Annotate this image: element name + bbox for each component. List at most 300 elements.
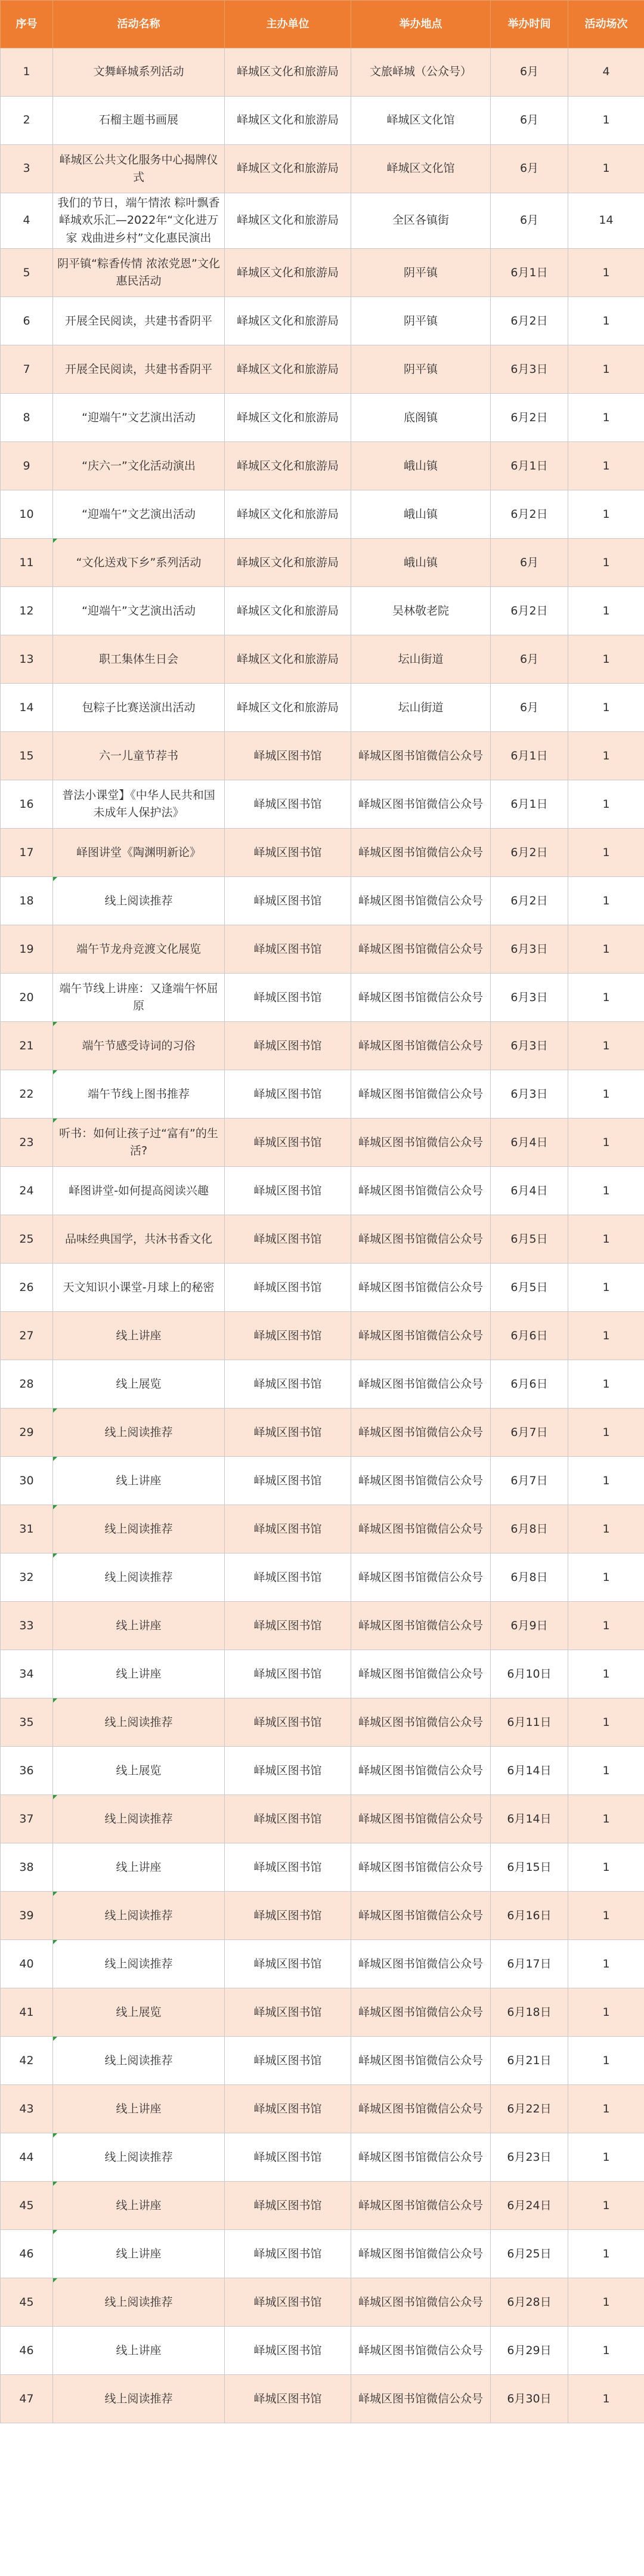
cell-venue: 峄城区图书馆微信公众号 [351,1070,491,1119]
cell-index: 47 [1,2375,53,2423]
cell-activity-name: 听书：如何让孩子过“富有”的生活? [53,1119,225,1167]
cell-index: 20 [1,974,53,1022]
cell-index: 9 [1,442,53,490]
cell-date: 6月3日 [491,925,568,974]
table-row [1,1312,644,1360]
cell-venue: 峄城区图书馆微信公众号 [351,925,491,974]
cell-organizer: 峄城区图书馆 [225,1070,351,1119]
cell-index: 25 [1,1215,53,1264]
cell-organizer: 峄城区文化和旅游局 [225,97,351,145]
cell-activity-name: 端午节感受诗词的习俗 [53,1022,225,1070]
cell-index: 18 [1,877,53,925]
cell-activity-name: 线上阅读推荐 [53,1698,225,1747]
table-row [1,97,644,145]
cell-organizer: 峄城区图书馆 [225,2133,351,2182]
table-row [1,2037,644,2085]
cell-activity-name: 线上展览 [53,1360,225,1409]
cell-venue: 峄城区图书馆微信公众号 [351,1553,491,1602]
cell-venue: 峄城区文化馆 [351,145,491,193]
cell-date: 6月25日 [491,2230,568,2278]
cell-date: 6月2日 [491,587,568,635]
cell-index: 23 [1,1119,53,1167]
cell-date: 6月16日 [491,1892,568,1940]
cell-sessions: 1 [568,877,644,925]
table-row [1,780,644,829]
cell-venue: 峄城区图书馆微信公众号 [351,1360,491,1409]
cell-index: 22 [1,1070,53,1119]
cell-venue: 阴平镇 [351,297,491,345]
cell-sessions: 1 [568,1553,644,1602]
cell-activity-name: 线上阅读推荐 [53,1409,225,1457]
cell-venue: 峄城区图书馆微信公众号 [351,732,491,780]
table-row [1,925,644,974]
cell-organizer: 峄城区图书馆 [225,1264,351,1312]
cell-activity-name: 线上讲座 [53,1650,225,1698]
cell-venue: 阴平镇 [351,249,491,297]
cell-date: 6月3日 [491,1070,568,1119]
cell-date: 6月9日 [491,1602,568,1650]
cell-venue: 峨山镇 [351,490,491,539]
table-row [1,1698,644,1747]
cell-date: 6月18日 [491,1988,568,2037]
cell-index: 1 [1,48,53,97]
cell-index: 31 [1,1505,53,1553]
table-row [1,249,644,297]
cell-venue: 峨山镇 [351,442,491,490]
cell-venue: 底阁镇 [351,394,491,442]
cell-activity-name: 线上讲座 [53,2230,225,2278]
table-row [1,1843,644,1892]
cell-activity-name: 端午节龙舟竞渡文化展览 [53,925,225,974]
table-row [1,1215,644,1264]
cell-organizer: 峄城区图书馆 [225,2375,351,2423]
cell-sessions: 1 [568,249,644,297]
cell-organizer: 峄城区文化和旅游局 [225,345,351,394]
cell-activity-name: 线上讲座 [53,1312,225,1360]
cell-venue: 峄城区图书馆微信公众号 [351,1505,491,1553]
table-row [1,2278,644,2327]
cell-organizer: 峄城区文化和旅游局 [225,587,351,635]
cell-organizer: 峄城区图书馆 [225,780,351,829]
cell-date: 6月17日 [491,1940,568,1988]
cell-date: 6月28日 [491,2278,568,2327]
table-row [1,587,644,635]
cell-activity-name: 包粽子比赛送演出活动 [53,684,225,732]
cell-activity-name: 开展全民阅读，共建书香阴平 [53,345,225,394]
cell-venue: 峄城区图书馆微信公众号 [351,1167,491,1215]
header-activity-name: 活动名称 [53,1,225,48]
cell-activity-name: 线上阅读推荐 [53,1940,225,1988]
cell-index: 41 [1,1988,53,2037]
cell-index: 38 [1,1843,53,1892]
cell-organizer: 峄城区图书馆 [225,1457,351,1505]
cell-activity-name: 峄城区公共文化服务中心揭牌仪式 [53,145,225,193]
cell-sessions: 1 [568,394,644,442]
cell-sessions: 1 [568,1602,644,1650]
cell-sessions: 1 [568,145,644,193]
table-row [1,48,644,97]
table-row [1,1650,644,1698]
cell-date: 6月7日 [491,1457,568,1505]
cell-organizer: 峄城区图书馆 [225,1215,351,1264]
cell-sessions: 1 [568,974,644,1022]
cell-index: 42 [1,2037,53,2085]
cell-venue: 峄城区图书馆微信公众号 [351,877,491,925]
cell-sessions: 1 [568,1795,644,1843]
cell-organizer: 峄城区图书馆 [225,1795,351,1843]
table-row [1,1988,644,2037]
cell-activity-name: 石榴主题书画展 [53,97,225,145]
cell-venue: 坛山街道 [351,684,491,732]
cell-activity-name: 线上阅读推荐 [53,1505,225,1553]
cell-sessions: 1 [568,1360,644,1409]
cell-sessions: 1 [568,1457,644,1505]
cell-activity-name: “迎端午”文艺演出活动 [53,490,225,539]
cell-activity-name: 线上阅读推荐 [53,1892,225,1940]
cell-sessions: 1 [568,490,644,539]
table-row [1,635,644,684]
cell-organizer: 峄城区图书馆 [225,1022,351,1070]
cell-index: 28 [1,1360,53,1409]
cell-activity-name: “文化送戏下乡”系列活动 [53,539,225,587]
cell-activity-name: 端午节线上图书推荐 [53,1070,225,1119]
cell-activity-name: 峄图讲堂-如何提高阅读兴趣 [53,1167,225,1215]
cell-date: 6月2日 [491,490,568,539]
cell-venue: 峄城区图书馆微信公众号 [351,1698,491,1747]
cell-organizer: 峄城区图书馆 [225,2327,351,2375]
cell-date: 6月 [491,48,568,97]
cell-venue: 峄城区图书馆微信公众号 [351,2085,491,2133]
cell-sessions: 1 [568,539,644,587]
cell-activity-name: “迎端午”文艺演出活动 [53,587,225,635]
cell-venue: 峄城区图书馆微信公众号 [351,1602,491,1650]
cell-venue: 峄城区图书馆微信公众号 [351,974,491,1022]
table-row [1,684,644,732]
cell-index: 45 [1,2278,53,2327]
table-row [1,2182,644,2230]
cell-venue: 峄城区图书馆微信公众号 [351,1264,491,1312]
cell-date: 6月2日 [491,297,568,345]
header-venue: 举办地点 [351,1,491,48]
cell-sessions: 1 [568,1892,644,1940]
cell-sessions: 1 [568,2037,644,2085]
cell-venue: 峄城区图书馆微信公众号 [351,2278,491,2327]
cell-sessions: 1 [568,2230,644,2278]
cell-activity-name: 线上阅读推荐 [53,2375,225,2423]
table-row [1,2230,644,2278]
cell-index: 7 [1,345,53,394]
cell-sessions: 1 [568,1215,644,1264]
table-row [1,2085,644,2133]
cell-date: 6月6日 [491,1360,568,1409]
cell-venue: 峄城区图书馆微信公众号 [351,1312,491,1360]
cell-activity-name: 峄图讲堂《陶渊明新论》 [53,829,225,877]
header-sessions: 活动场次 [568,1,644,48]
cell-date: 6月1日 [491,442,568,490]
table-row [1,539,644,587]
cell-date: 6月 [491,539,568,587]
cell-activity-name: 线上阅读推荐 [53,2037,225,2085]
cell-sessions: 1 [568,1650,644,1698]
cell-venue: 峄城区图书馆微信公众号 [351,2230,491,2278]
cell-sessions: 1 [568,1698,644,1747]
cell-sessions: 1 [568,297,644,345]
cell-date: 6月2日 [491,829,568,877]
header-organizer: 主办单位 [225,1,351,48]
table-row [1,1553,644,1602]
table-header [1,1,644,48]
cell-date: 6月21日 [491,2037,568,2085]
cell-activity-name: 线上展览 [53,1747,225,1795]
cell-index: 15 [1,732,53,780]
cell-index: 39 [1,1892,53,1940]
cell-date: 6月15日 [491,1843,568,1892]
cell-date: 6月5日 [491,1264,568,1312]
cell-organizer: 峄城区文化和旅游局 [225,249,351,297]
cell-sessions: 1 [568,1022,644,1070]
table-row [1,345,644,394]
cell-organizer: 峄城区文化和旅游局 [225,48,351,97]
header-date: 举办时间 [491,1,568,48]
cell-index: 36 [1,1747,53,1795]
cell-date: 6月4日 [491,1119,568,1167]
cell-index: 2 [1,97,53,145]
cell-sessions: 1 [568,2182,644,2230]
cell-organizer: 峄城区图书馆 [225,1843,351,1892]
cell-activity-name: 线上阅读推荐 [53,877,225,925]
cell-organizer: 峄城区文化和旅游局 [225,539,351,587]
cell-venue: 全区各镇街 [351,193,491,249]
cell-activity-name: 线上讲座 [53,2182,225,2230]
cell-activity-name: 文舞峄城系列活动 [53,48,225,97]
cell-sessions: 1 [568,1988,644,2037]
table-row [1,1747,644,1795]
table-row [1,2375,644,2423]
cell-index: 4 [1,193,53,249]
cell-venue: 峄城区图书馆微信公众号 [351,2375,491,2423]
cell-sessions: 1 [568,2375,644,2423]
cell-date: 6月4日 [491,1167,568,1215]
cell-index: 44 [1,2133,53,2182]
table-row [1,193,644,249]
cell-venue: 峄城区图书馆微信公众号 [351,2327,491,2375]
table-row [1,974,644,1022]
cell-index: 5 [1,249,53,297]
table-row [1,2133,644,2182]
table-row [1,1360,644,1409]
cell-index: 29 [1,1409,53,1457]
cell-sessions: 1 [568,1409,644,1457]
cell-sessions: 1 [568,97,644,145]
cell-date: 6月3日 [491,345,568,394]
cell-sessions: 1 [568,2133,644,2182]
cell-organizer: 峄城区图书馆 [225,732,351,780]
table-row [1,145,644,193]
cell-date: 6月 [491,635,568,684]
cell-activity-name: “庆六一”文化活动演出 [53,442,225,490]
cell-activity-name: 线上讲座 [53,1457,225,1505]
cell-organizer: 峄城区文化和旅游局 [225,635,351,684]
cell-date: 6月3日 [491,974,568,1022]
cell-venue: 峄城区图书馆微信公众号 [351,1940,491,1988]
cell-sessions: 1 [568,1940,644,1988]
cell-date: 6月6日 [491,1312,568,1360]
cell-activity-name: 端午节线上讲座：又逢端午怀屈原 [53,974,225,1022]
cell-date: 6月 [491,145,568,193]
cell-sessions: 1 [568,925,644,974]
cell-sessions: 1 [568,2327,644,2375]
table-row [1,394,644,442]
cell-date: 6月2日 [491,877,568,925]
cell-sessions: 1 [568,2085,644,2133]
cell-index: 33 [1,1602,53,1650]
table-row [1,1505,644,1553]
cell-sessions: 1 [568,2278,644,2327]
table-row [1,1022,644,1070]
cell-sessions: 1 [568,1070,644,1119]
cell-venue: 文旅峄城（公众号） [351,48,491,97]
table-row [1,1264,644,1312]
cell-sessions: 1 [568,684,644,732]
cell-index: 17 [1,829,53,877]
cell-activity-name: 线上阅读推荐 [53,1553,225,1602]
cell-venue: 峄城区图书馆微信公众号 [351,1747,491,1795]
cell-activity-name: 线上讲座 [53,1602,225,1650]
cell-index: 10 [1,490,53,539]
cell-venue: 峄城区图书馆微信公众号 [351,2037,491,2085]
cell-organizer: 峄城区文化和旅游局 [225,394,351,442]
cell-date: 6月23日 [491,2133,568,2182]
cell-organizer: 峄城区图书馆 [225,1553,351,1602]
cell-date: 6月8日 [491,1505,568,1553]
cell-activity-name: 开展全民阅读，共建书香阴平 [53,297,225,345]
cell-activity-name: 线上讲座 [53,2085,225,2133]
cell-activity-name: 品味经典国学，共沐书香文化 [53,1215,225,1264]
cell-organizer: 峄城区图书馆 [225,1892,351,1940]
cell-index: 21 [1,1022,53,1070]
cell-organizer: 峄城区图书馆 [225,1360,351,1409]
cell-index: 3 [1,145,53,193]
cell-organizer: 峄城区图书馆 [225,1505,351,1553]
cell-date: 6月14日 [491,1747,568,1795]
table-row [1,442,644,490]
cell-activity-name: 线上阅读推荐 [53,1795,225,1843]
cell-organizer: 峄城区文化和旅游局 [225,145,351,193]
cell-organizer: 峄城区图书馆 [225,925,351,974]
cell-activity-name: 我们的节日，端午情浓 粽叶飘香峄城欢乐汇—2022年“文化进万家 戏曲进乡村”文化惠民演出 [53,193,225,249]
cell-date: 6月1日 [491,780,568,829]
cell-venue: 阴平镇 [351,345,491,394]
cell-activity-name: 职工集体生日会 [53,635,225,684]
header-index: 序号 [1,1,53,48]
table-row [1,1602,644,1650]
cell-organizer: 峄城区图书馆 [225,1119,351,1167]
cell-index: 34 [1,1650,53,1698]
cell-organizer: 峄城区文化和旅游局 [225,193,351,249]
cell-organizer: 峄城区图书馆 [225,1988,351,2037]
cell-date: 6月1日 [491,732,568,780]
table-row [1,2327,644,2375]
cell-date: 6月8日 [491,1553,568,1602]
table-row [1,877,644,925]
cell-sessions: 1 [568,1747,644,1795]
cell-organizer: 峄城区图书馆 [225,829,351,877]
cell-index: 19 [1,925,53,974]
cell-venue: 峄城区图书馆微信公众号 [351,1119,491,1167]
cell-index: 26 [1,1264,53,1312]
cell-date: 6月 [491,97,568,145]
cell-date: 6月1日 [491,249,568,297]
cell-activity-name: 线上阅读推荐 [53,2133,225,2182]
cell-sessions: 1 [568,635,644,684]
table-row [1,1167,644,1215]
cell-organizer: 峄城区图书馆 [225,1312,351,1360]
cell-index: 40 [1,1940,53,1988]
header-row [1,1,644,48]
cell-date: 6月22日 [491,2085,568,2133]
cell-organizer: 峄城区文化和旅游局 [225,442,351,490]
cell-organizer: 峄城区图书馆 [225,2037,351,2085]
cell-sessions: 1 [568,587,644,635]
cell-activity-name: 线上讲座 [53,1843,225,1892]
cell-sessions: 1 [568,1505,644,1553]
cell-sessions: 1 [568,442,644,490]
cell-venue: 峄城区文化馆 [351,97,491,145]
cell-venue: 峄城区图书馆微信公众号 [351,829,491,877]
cell-organizer: 峄城区图书馆 [225,2230,351,2278]
cell-venue: 峄城区图书馆微信公众号 [351,1650,491,1698]
cell-date: 6月10日 [491,1650,568,1698]
cell-date: 6月24日 [491,2182,568,2230]
cell-date: 6月3日 [491,1022,568,1070]
cell-index: 45 [1,2182,53,2230]
cell-venue: 峄城区图书馆微信公众号 [351,1022,491,1070]
cell-venue: 吴林敬老院 [351,587,491,635]
cell-index: 46 [1,2327,53,2375]
cell-sessions: 1 [568,1167,644,1215]
cell-activity-name: 线上讲座 [53,2327,225,2375]
table-row [1,1070,644,1119]
cell-organizer: 峄城区图书馆 [225,1940,351,1988]
table-row [1,1119,644,1167]
cell-index: 8 [1,394,53,442]
cell-index: 30 [1,1457,53,1505]
cell-venue: 峨山镇 [351,539,491,587]
cell-organizer: 峄城区文化和旅游局 [225,490,351,539]
table-row [1,732,644,780]
cell-sessions: 1 [568,780,644,829]
cell-index: 43 [1,2085,53,2133]
cell-venue: 峄城区图书馆微信公众号 [351,2182,491,2230]
cell-organizer: 峄城区图书馆 [225,2278,351,2327]
cell-organizer: 峄城区图书馆 [225,974,351,1022]
cell-date: 6月5日 [491,1215,568,1264]
table-row [1,1457,644,1505]
table-row [1,1795,644,1843]
cell-venue: 峄城区图书馆微信公众号 [351,1795,491,1843]
cell-venue: 峄城区图书馆微信公众号 [351,1409,491,1457]
cell-venue: 峄城区图书馆微信公众号 [351,1892,491,1940]
table-row [1,1409,644,1457]
cell-index: 27 [1,1312,53,1360]
cell-venue: 峄城区图书馆微信公众号 [351,1215,491,1264]
cell-index: 46 [1,2230,53,2278]
cell-date: 6月11日 [491,1698,568,1747]
cell-venue: 峄城区图书馆微信公众号 [351,1843,491,1892]
cell-activity-name: 线上展览 [53,1988,225,2037]
cell-organizer: 峄城区图书馆 [225,2085,351,2133]
cell-venue: 坛山街道 [351,635,491,684]
